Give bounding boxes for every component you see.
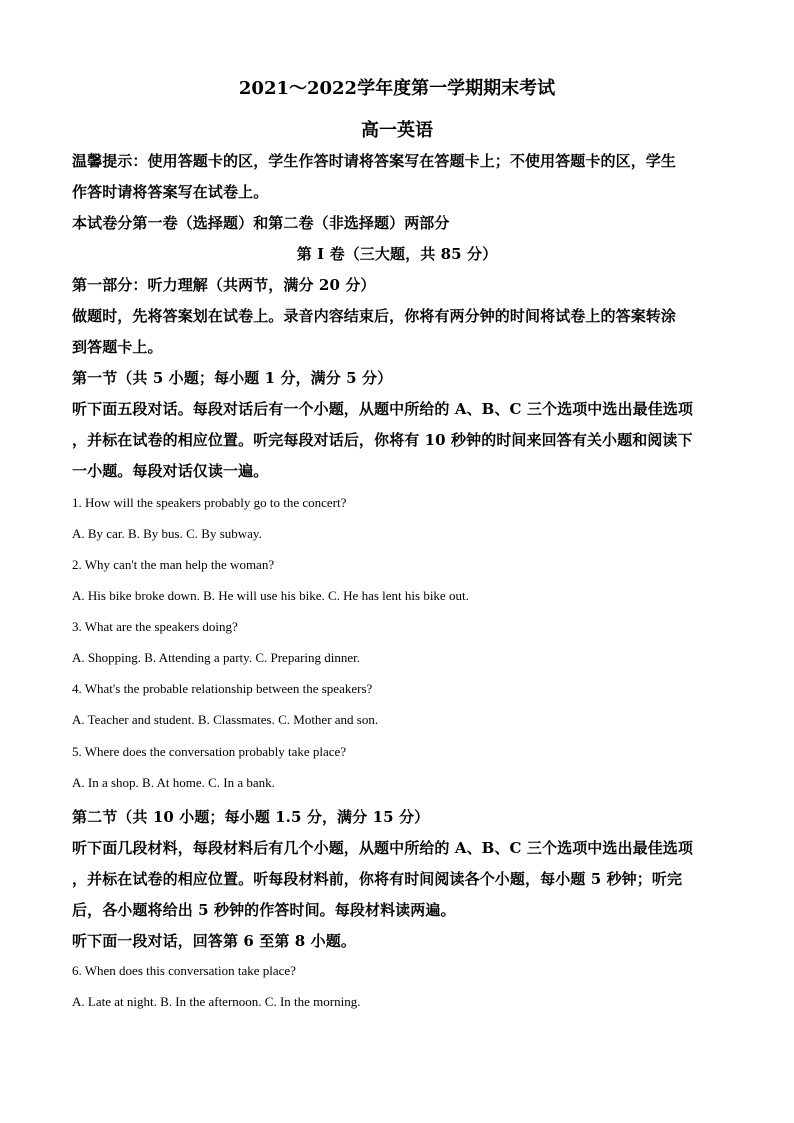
section1-instruction-3: 一小题。每段对话仅读一遍。 — [72, 462, 269, 480]
question-1: 1. How will the speakers probably go to the concert? — [72, 495, 347, 510]
question-6-options: A. Late at night. B. In the afternoon. C. In the morning. — [72, 994, 361, 1009]
question-5: 5. Where does the conversation probably take place? — [72, 744, 347, 759]
part1-instruction-1: 做题时，先将答案划在试卷上。录音内容结束后，你将有两分钟的时间将试卷上的答案转涂 — [72, 307, 677, 325]
section2-sub-instruction: 听下面一段对话，回答第 6 至第 8 小题。 — [72, 932, 356, 950]
section2-instruction-3: 后，各小题将给出 5 秒钟的作答时间。每段材料读两遍。 — [72, 901, 456, 919]
paper-structure: 本试卷分第一卷（选择题）和第二卷（非选择题）两部分 — [72, 214, 450, 232]
tip-line-2: 作答时请将答案写在试卷上。 — [72, 183, 269, 201]
section1-heading: 第一节（共 5 小题；每小题 1 分，满分 5 分） — [72, 369, 393, 387]
tip-line-1: 温馨提示：使用答题卡的区，学生作答时请将答案写在答题卡上；不使用答题卡的区，学生 — [72, 152, 677, 170]
question-3-options: A. Shopping. B. Attending a party. C. Preparing dinner. — [72, 650, 361, 665]
exam-subject: 高一英语 — [361, 120, 433, 141]
section1-instruction-2: ，并标在试卷的相应位置。听完每段对话后，你将有 10 秒钟的时间来回答有关小题和阅读下 — [72, 431, 693, 449]
question-4-options: A. Teacher and student. B. Classmates. C. Mother and son. — [72, 712, 379, 727]
volume-1-heading: 第 I 卷（三大题，共 85 分） — [296, 245, 498, 263]
section2-heading: 第二节（共 10 小题；每小题 1.5 分，满分 15 分） — [72, 808, 430, 826]
section2-instruction-1: 听下面几段材料，每段材料后有几个小题，从题中所给的 A、B、C 三个选项中选出最佳选项 — [72, 839, 694, 857]
question-5-options: A. In a shop. B. At home. C. In a bank. — [72, 775, 275, 790]
question-6: 6. When does this conversation take place? — [72, 963, 296, 978]
part1-heading: 第一部分：听力理解（共两节，满分 20 分） — [72, 276, 376, 294]
question-2: 2. Why can't the man help the woman? — [72, 557, 275, 572]
part1-instruction-2: 到答题卡上。 — [72, 338, 163, 356]
section1-instruction-1: 听下面五段对话。每段对话后有一个小题，从题中所给的 A、B、C 三个选项中选出最佳选项 — [72, 400, 694, 418]
exam-title: 2021～2022学年度第一学期期末考试 — [238, 78, 556, 99]
section2-instruction-2: ，并标在试卷的相应位置。听每段材料前，你将有时间阅读各个小题，每小题 5 秒钟；听完 — [72, 870, 683, 888]
question-1-options: A. By car. B. By bus. C. By subway. — [72, 526, 262, 541]
question-4: 4. What's the probable relationship between the speakers? — [72, 681, 373, 696]
question-2-options: A. His bike broke down. B. He will use his bike. C. He has lent his bike out. — [72, 588, 469, 603]
question-3: 3. What are the speakers doing? — [72, 619, 238, 634]
